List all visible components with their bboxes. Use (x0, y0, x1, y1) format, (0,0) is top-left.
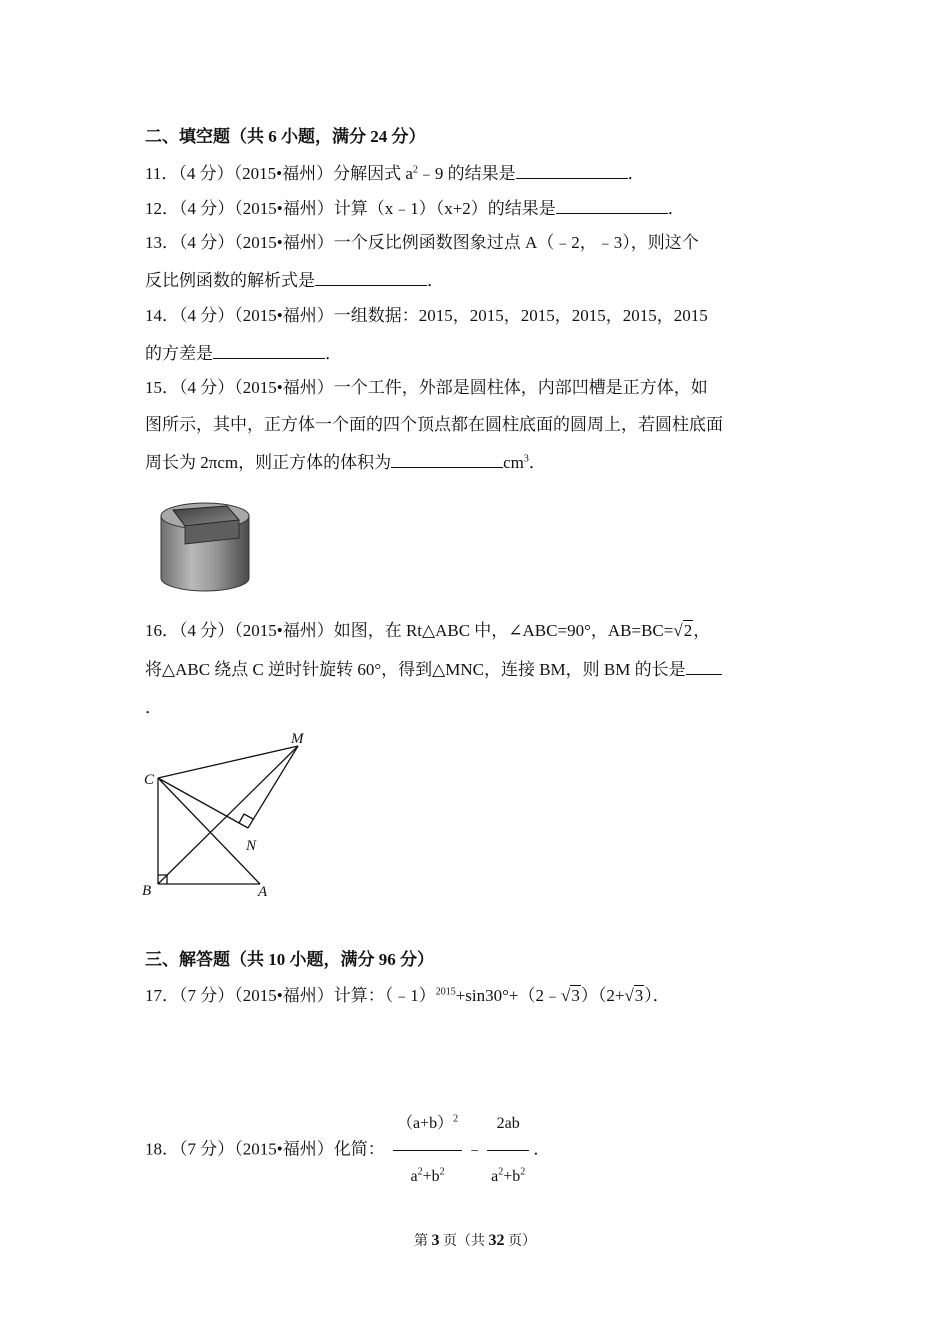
question-14-line1: 14．（4 分）（2015•福州）一组数据：2015，2015，2015，2015，2015，2015 (145, 306, 708, 325)
page-footer: 第 3 页（共 32 页） (414, 1232, 536, 1249)
question-13-line1: 13．（4 分）（2015•福州）一个反比例函数图象过点 A（﹣2，﹣3），则这个 (145, 233, 699, 252)
segment-cm (158, 746, 298, 778)
segment-bm (158, 746, 298, 884)
question-16-line1: 16．（4 分）（2015•福州）如图，在 Rt△ABC 中，∠ABC=90°，AB=BC=√2， (145, 621, 711, 640)
triangle-figure (138, 726, 318, 901)
cylinder-figure (155, 498, 255, 594)
sqrt-expression: √3 (624, 986, 644, 1005)
answer-blank[interactable] (516, 162, 628, 179)
question-16-line3: ． (145, 698, 162, 717)
question-17: 17．（7 分）（2015•福州）计算：（﹣1）$^{2015}$+sin30°+（2﹣√3）（2+√3）． (145, 986, 670, 1005)
section2-heading: 二、填空题（共 6 小题，满分 24 分） (145, 127, 426, 146)
question-16-line2: 将△ABC 绕点 C 逆时针旋转 60°，得到△MNC，连接 BM，则 BM 的长是 (145, 658, 722, 681)
question-15-line1: 15．（4 分）（2015•福州）一个工件，外部是圆柱体，内部凹槽是正方体，如 (145, 378, 708, 397)
question-18: 18．（7 分）（2015•福州）化简： $\frac{(a+b)^2}{a^2+b^2}$ ﹣ $\frac{2ab}{a^2+b^2}$ ． (145, 1100, 550, 1201)
segment-cn (158, 778, 248, 828)
fraction-1: $\frac{(a+b)^2}{a^2+b^2}$ (393, 1100, 462, 1201)
question-13-line2: 反比例函数的解析式是 ． (145, 271, 444, 290)
label-a: A (258, 884, 268, 900)
question-15-line2: 图所示，其中，正方体一个面的四个顶点都在圆柱底面的圆周上，若圆柱底面 (145, 415, 723, 434)
answer-blank[interactable] (556, 197, 668, 214)
sqrt-expression: √3 (561, 986, 580, 1005)
question-12: 12．（4 分）（2015•福州）计算（x﹣1）（x+2）的结果是 ． (145, 199, 685, 218)
right-angle-n (239, 814, 253, 823)
label-n: N (246, 838, 257, 854)
label-b: B (142, 883, 152, 899)
fraction-2: $\frac{2ab}{a^2+b^2}$ (487, 1100, 529, 1201)
answer-blank[interactable] (213, 342, 325, 359)
answer-blank[interactable] (391, 451, 503, 468)
label-m: M (291, 731, 304, 747)
section3-heading: 三、解答题（共 10 小题，满分 96 分） (145, 950, 434, 969)
answer-blank[interactable] (686, 658, 722, 675)
sqrt-expression: √2 (673, 621, 693, 640)
question-14-line2: 的方差是 ． (145, 344, 342, 363)
label-c: C (144, 772, 155, 788)
question-15-line3: 周长为 2πcm，则正方体的体积为 $cm^3$． (145, 453, 546, 472)
answer-blank[interactable] (315, 269, 427, 286)
question-11: 11．（4 分）（2015•福州）分解因式 $a^2﹣9$ 的结果是 ． (145, 164, 645, 183)
